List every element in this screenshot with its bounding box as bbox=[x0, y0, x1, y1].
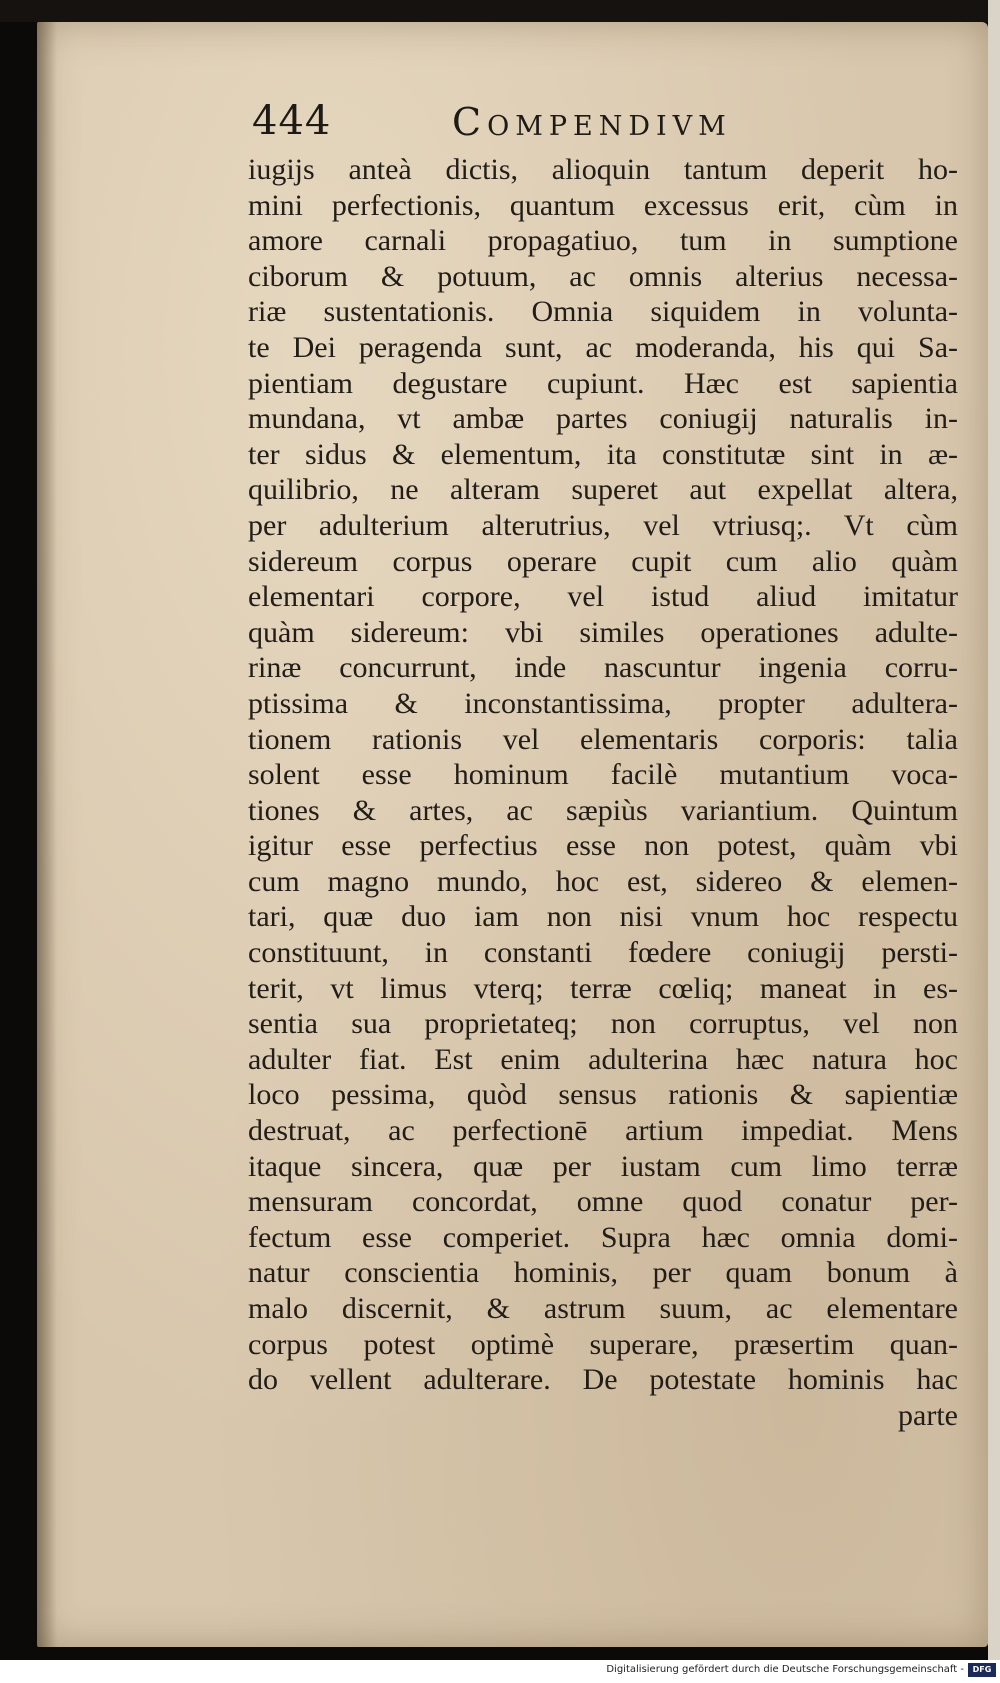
text-line: adulter fiat. Est enim adulterina hæc natura hoc bbox=[248, 1042, 958, 1076]
text-line: igitur esse perfectius esse non potest, quàm vbi bbox=[248, 829, 958, 863]
text-line: tari, quæ duo iam non nisi vnum hoc respectu bbox=[248, 900, 958, 934]
scan-edge-top bbox=[0, 0, 1000, 22]
text-line: mensuram concordat, omne quod conatur per- bbox=[248, 1185, 958, 1219]
text-line: amore carnali propagatiuo, tum in sumptione bbox=[248, 224, 958, 258]
text-line: elementari corpore, vel istud aliud imitatur bbox=[248, 580, 958, 614]
funding-credit: Digitalisierung gefördert durch die Deutsche Forschungsgemeinschaft - bbox=[606, 1664, 964, 1675]
scan-edge-right bbox=[988, 0, 1000, 1683]
text-line: malo discernit, & astrum suum, ac elementare bbox=[248, 1292, 958, 1325]
text-line: quilibrio, ne alteram superet aut expellat altera, bbox=[248, 473, 958, 507]
text-line: constituunt, in constanti fœdere coniugij persti- bbox=[248, 936, 958, 970]
text-line: tiones & artes, ac sæpiùs variantium. Quintum bbox=[248, 793, 958, 827]
text-line: quàm sidereum: vbi similes operationes adulte- bbox=[248, 615, 958, 649]
text-line: do vellent adulterare. De potestate hominis hac bbox=[248, 1363, 958, 1397]
text-line: te Dei peragenda sunt, ac moderanda, his qui Sa- bbox=[248, 330, 958, 364]
text-line: tionem rationis vel elementaris corporis: talia bbox=[248, 722, 958, 756]
text-line: ptissima & inconstantissima, propter adultera- bbox=[248, 686, 958, 720]
text-line: cum magno mundo, hoc est, sidereo & elemen- bbox=[248, 864, 958, 898]
text-line: ciborum & potuum, ac omnis alterius necessa- bbox=[248, 259, 958, 293]
running-head: Compendivm bbox=[452, 100, 732, 144]
digitization-footer bbox=[0, 1660, 1000, 1683]
text-line: per adulterium alterutrius, vel vtriusq;. Vt cùm bbox=[248, 508, 958, 542]
text-line: mini perfectionis, quantum excessus erit, cùm in bbox=[248, 188, 958, 222]
text-line: loco pessima, quòd sensus rationis & sapientiæ bbox=[248, 1078, 958, 1112]
text-line: fectum esse comperiet. Supra hæc omnia domi- bbox=[248, 1220, 958, 1254]
body-text bbox=[248, 152, 958, 1433]
text-line: terit, vt limus vterq; terræ cœliq; maneat in es- bbox=[248, 971, 958, 1005]
page-header bbox=[252, 98, 952, 148]
text-line: riæ sustentationis. Omnia siquidem in volunta- bbox=[248, 295, 958, 329]
text-line: corpus potest optimè superare, præsertim quan- bbox=[248, 1327, 958, 1361]
text-line: natur conscientia hominis, per quam bonum à bbox=[248, 1256, 958, 1290]
dfg-logo-icon: DFG bbox=[968, 1663, 996, 1677]
text-line: solent esse hominum facilè mutantium voca- bbox=[248, 758, 958, 792]
text-line: itaque sincera, quæ per iustam cum limo terræ bbox=[248, 1149, 958, 1183]
text-line: pientiam degustare cupiunt. Hæc est sapientia bbox=[248, 366, 958, 400]
text-line: rinæ concurrunt, inde nascuntur ingenia corru- bbox=[248, 651, 958, 685]
text-line: iugijs anteà dictis, alioquin tantum deperit ho- bbox=[248, 153, 958, 186]
text-line: sentia sua proprietateq; non corruptus, vel non bbox=[248, 1007, 958, 1041]
text-line: ter sidus & elementum, ita constitutæ sint in æ- bbox=[248, 437, 958, 471]
text-line: destruat, ac perfectionē artium impediat. Mens bbox=[248, 1114, 958, 1148]
catchword: parte bbox=[898, 1398, 958, 1432]
page-number: 444 bbox=[252, 98, 332, 144]
page-gutter-shadow bbox=[37, 22, 57, 1647]
text-line: sidereum corpus operare cupit cum alio quàm bbox=[248, 544, 958, 578]
text-line: mundana, vt ambæ partes coniugij naturalis in- bbox=[248, 402, 958, 436]
